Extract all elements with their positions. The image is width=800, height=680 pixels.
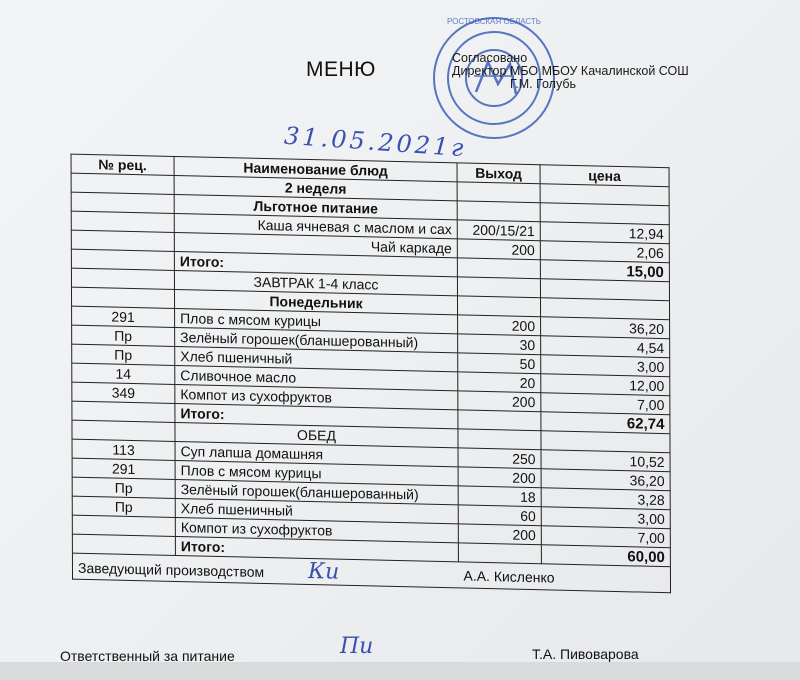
dish-name: Компот из сухофруктов xyxy=(175,384,458,409)
total-label: Итого: xyxy=(175,403,458,428)
dish-price: 36,20 xyxy=(541,317,670,339)
column-header: Наименование блюд xyxy=(174,156,457,181)
dish-price: 2,06 xyxy=(540,241,669,263)
dish-price: 12,94 xyxy=(540,222,669,244)
dish-name: Зелёный горошек(бланшерованный) xyxy=(175,327,458,352)
recipe-code: Пр xyxy=(72,344,175,365)
dish-output: 200 xyxy=(458,391,541,412)
manager-signature: Ки xyxy=(307,558,340,585)
recipe-code: 291 xyxy=(72,306,175,327)
manager-label-text: Заведующий производством xyxy=(77,559,265,580)
dish-output: 200/15/21 xyxy=(457,220,540,241)
total-value: 60,00 xyxy=(541,545,670,567)
dish-output: 20 xyxy=(458,372,541,393)
dish-output: 200 xyxy=(458,467,541,488)
total-label: Итого: xyxy=(175,536,458,561)
dish-name: Суп лапша домашняя xyxy=(175,441,458,466)
dish-name: Плов с мясом курицы xyxy=(175,460,458,485)
meal-label: ЗАВТРАК 1-4 класс xyxy=(174,270,457,295)
dish-name: Компот из сухофруктов xyxy=(175,517,458,542)
dish-name: Хлеб пшеничный xyxy=(175,346,458,371)
recipe-code: Пр xyxy=(72,325,175,346)
dish-price: 3,00 xyxy=(541,507,670,529)
responsible-name: Т.А. Пивоварова xyxy=(532,646,639,662)
menu-title: МЕНЮ xyxy=(306,58,376,81)
dish-output: 200 xyxy=(457,239,540,260)
dish-name: Сливочное масло xyxy=(175,365,458,390)
dish-name: Плов с мясом курицы xyxy=(175,308,458,333)
dish-output: 60 xyxy=(458,505,541,526)
dish-price: 12,00 xyxy=(541,374,670,396)
recipe-code: Пр xyxy=(72,477,175,498)
total-value: 15,00 xyxy=(540,260,669,282)
recipe-code xyxy=(71,230,174,251)
recipe-code: Пр xyxy=(72,496,175,517)
column-header: цена xyxy=(540,165,669,187)
dish-output: 50 xyxy=(458,353,541,374)
approval-line: Согласовано xyxy=(452,51,528,65)
day-label: Понедельник xyxy=(174,289,457,314)
dish-name: Зелёный горошек(бланшерованный) xyxy=(175,479,458,504)
recipe-code: 113 xyxy=(72,439,175,460)
recipe-code: 349 xyxy=(72,382,175,403)
dish-price: 36,20 xyxy=(541,469,670,491)
dish-price: 7,00 xyxy=(541,393,670,415)
approval-line: Директор МБО МБОУ Качалинской СОШ xyxy=(452,64,689,78)
dish-price: 3,00 xyxy=(541,355,670,377)
meal-label: ОБЕД xyxy=(175,422,458,447)
dish-output: 18 xyxy=(458,486,541,507)
dish-price: 4,54 xyxy=(541,336,670,358)
dish-output: 30 xyxy=(458,334,541,355)
dish-price: 10,52 xyxy=(541,450,670,472)
menu-table xyxy=(71,154,671,594)
recipe-code xyxy=(72,515,175,536)
dish-output: 200 xyxy=(458,315,541,336)
column-header: № рец. xyxy=(71,154,174,175)
dish-name: Чай каркаде xyxy=(174,232,457,257)
dish-output: 200 xyxy=(458,524,541,545)
recipe-code: 14 xyxy=(72,363,175,384)
approval-line: Г.М. Голубь xyxy=(510,77,577,91)
week-label: 2 неделя xyxy=(174,175,457,200)
total-value: 62,74 xyxy=(541,412,670,434)
svg-text:РОСТОВСКАЯ ОБЛАСТЬ: РОСТОВСКАЯ ОБЛАСТЬ xyxy=(446,17,542,26)
dish-output: 250 xyxy=(458,448,541,469)
manager-name: А.А. Кисленко xyxy=(458,562,670,593)
handwritten-date: 31.05.2021г xyxy=(283,121,468,163)
recipe-code xyxy=(71,211,174,232)
total-label: Итого: xyxy=(174,251,457,276)
dish-price: 7,00 xyxy=(541,526,670,548)
section-label: Льготное питание xyxy=(174,194,457,219)
dish-name: Каша ячневая с маслом и сах xyxy=(174,213,457,238)
column-header: Выход xyxy=(457,163,540,184)
dish-price: 3,28 xyxy=(541,488,670,510)
recipe-code: 291 xyxy=(72,458,175,479)
responsible-signature: Пи xyxy=(340,634,374,659)
dish-name: Хлеб пшеничный xyxy=(175,498,458,523)
responsible-label: Ответственный за питание xyxy=(60,648,235,664)
